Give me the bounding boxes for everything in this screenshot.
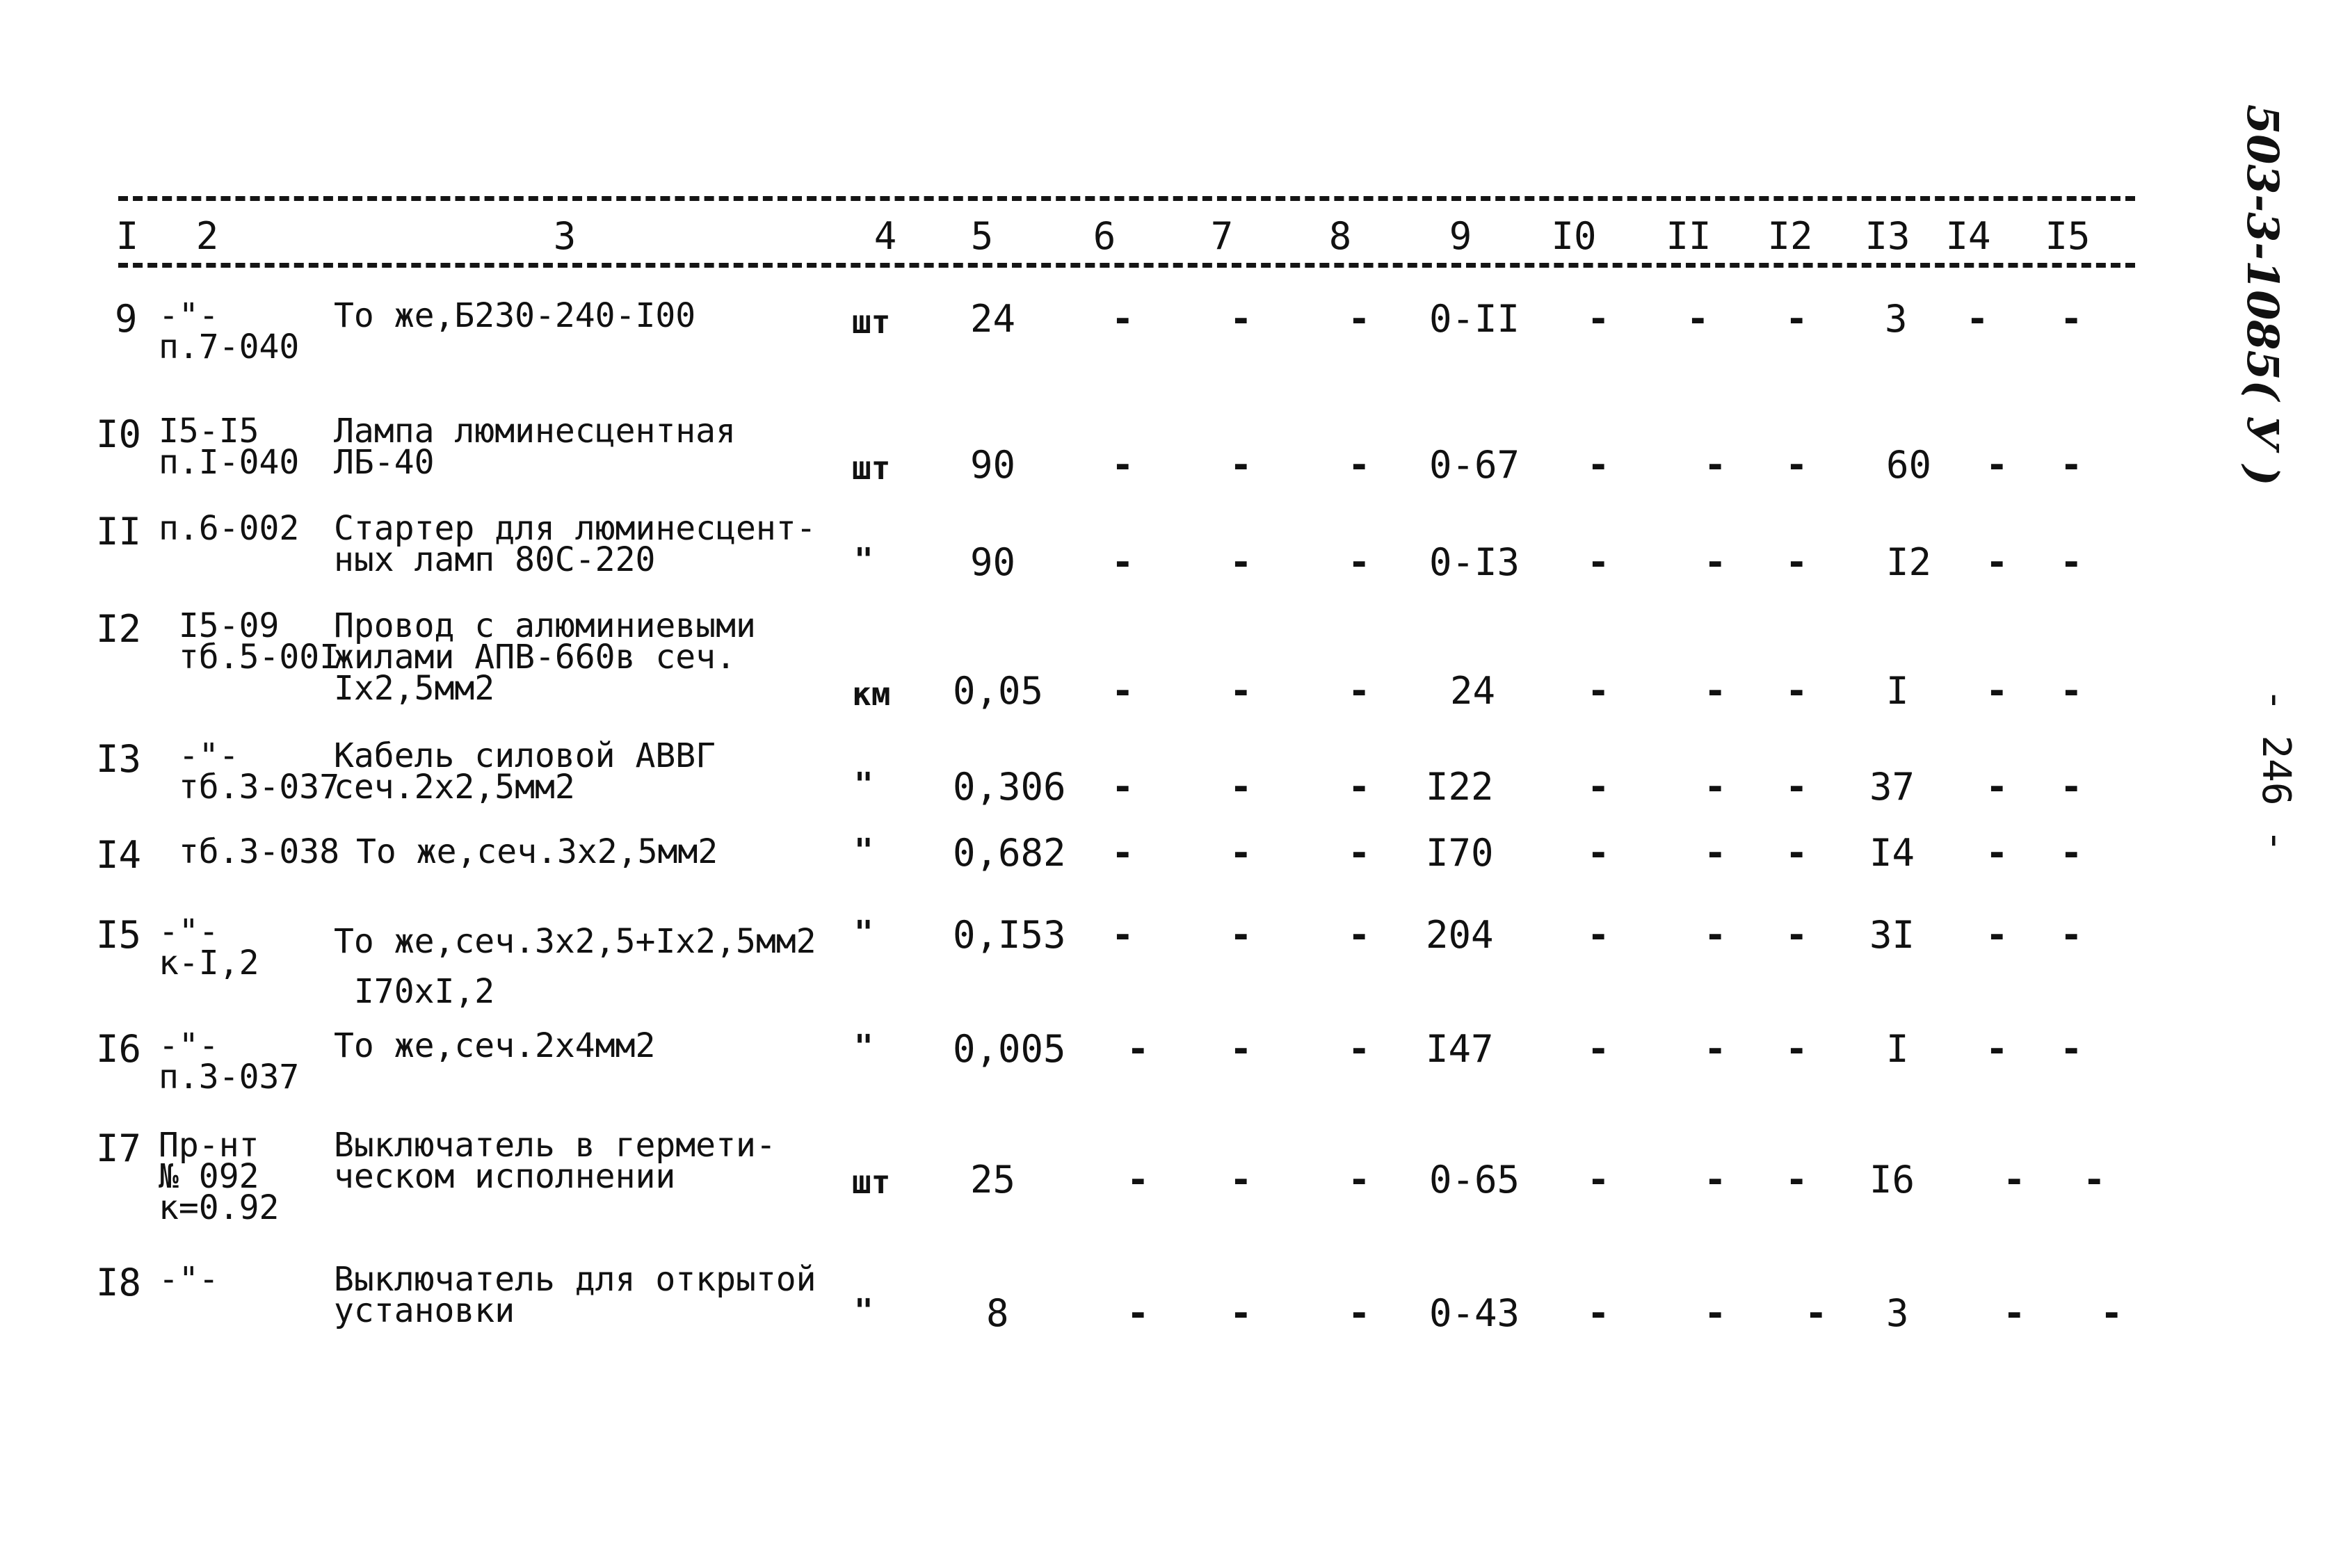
row-unit: ": [854, 1292, 874, 1329]
row-col-12: -: [1785, 765, 1808, 809]
row-name: Кабель силовой АВВГ сеч.2х2,5мм2: [334, 736, 716, 807]
row-col-11: -: [1704, 1291, 1727, 1335]
row-code: тб.3-038: [159, 832, 340, 871]
header-col-1: I: [115, 214, 139, 258]
header-bottom-rule: [118, 263, 2135, 268]
row-unit: ": [854, 766, 874, 803]
row-col-10: -: [1587, 1158, 1610, 1202]
row-col-8: -: [1348, 443, 1371, 487]
row-col-13: I: [1886, 669, 1909, 713]
header-col-3: 3: [553, 214, 577, 258]
row-col-15: -: [2060, 297, 2083, 341]
row-col-12: -: [1785, 831, 1808, 875]
row-unit: шт: [852, 449, 891, 487]
row-col-14: -: [1966, 297, 1989, 341]
row-col-5: 0,682: [953, 831, 1066, 875]
row-col-9: 0-65: [1429, 1158, 1520, 1202]
row-col-12: -: [1785, 443, 1808, 487]
row-col-13: I6: [1869, 1158, 1915, 1202]
row-unit: км: [852, 675, 891, 713]
row-col-6: -: [1127, 1158, 1150, 1202]
row-col-9: I22: [1426, 765, 1494, 809]
row-col-5: 24: [970, 297, 1016, 341]
row-number: I4: [96, 833, 142, 877]
row-code: -"- п.3-037: [159, 1026, 300, 1097]
row-col-5: 90: [970, 540, 1016, 584]
row-col-5: 0,05: [953, 669, 1044, 713]
row-col-5: 0,005: [953, 1027, 1066, 1071]
row-col-12: -: [1785, 1027, 1808, 1071]
row-number: I2: [96, 607, 142, 651]
row-col-13: 60: [1886, 443, 1932, 487]
row-col-5: 0,I53: [953, 913, 1066, 957]
row-col-11: -: [1704, 1158, 1727, 1202]
header-col-6: 6: [1093, 214, 1116, 258]
row-col-9: 204: [1426, 913, 1494, 957]
row-col-14: -: [1986, 669, 2009, 713]
row-col-6: -: [1111, 443, 1134, 487]
table-top-rule: [118, 196, 2135, 201]
row-name: То же,сеч.2х4мм2: [334, 1026, 656, 1065]
row-unit: шт: [852, 1163, 891, 1201]
row-col-15: -: [2100, 1291, 2123, 1335]
row-number: I8: [96, 1261, 142, 1304]
header-col-8: 8: [1328, 214, 1352, 258]
row-col-11: -: [1704, 913, 1727, 957]
row-col-7: -: [1230, 765, 1253, 809]
header-col-11: II: [1666, 214, 1712, 258]
row-number: I6: [96, 1027, 142, 1071]
row-col-5: 25: [970, 1158, 1016, 1202]
row-col-12: -: [1805, 1291, 1828, 1335]
row-code: п.6-002: [159, 509, 300, 548]
row-col-7: -: [1230, 1291, 1253, 1335]
row-code: -"-: [159, 1260, 219, 1299]
row-code: I5-I5 п.I-040: [159, 412, 300, 482]
row-col-15: -: [2060, 831, 2083, 875]
row-col-9: I47: [1426, 1027, 1494, 1071]
row-col-12: -: [1785, 1158, 1808, 1202]
row-col-6: -: [1111, 540, 1134, 584]
row-col-10: -: [1587, 297, 1610, 341]
row-col-11: -: [1704, 831, 1727, 875]
row-col-6: -: [1127, 1027, 1150, 1071]
row-name: То же,Б230-240-I00: [334, 296, 696, 335]
row-col-6: -: [1111, 765, 1134, 809]
row-col-8: -: [1348, 1158, 1371, 1202]
header-col-4: 4: [874, 214, 897, 258]
row-col-12: -: [1785, 297, 1808, 341]
row-col-12: -: [1785, 913, 1808, 957]
header-col-9: 9: [1449, 214, 1472, 258]
row-number: I7: [96, 1126, 142, 1170]
row-col-11: -: [1704, 669, 1727, 713]
row-number: 9: [115, 297, 138, 341]
row-name: Провод с алюминиевыми жилами АПВ-660в сеч. Iх2,5мм2: [334, 606, 756, 708]
row-col-8: -: [1348, 1291, 1371, 1335]
row-col-15: -: [2060, 913, 2083, 957]
row-col-13: 3I: [1869, 913, 1915, 957]
header-col-13: I3: [1865, 214, 1910, 258]
row-number: II: [96, 510, 142, 553]
header-col-10: I0: [1551, 214, 1597, 258]
row-code: -"- тб.3-037: [178, 736, 340, 807]
row-unit: ": [854, 832, 874, 869]
row-col-7: -: [1230, 297, 1253, 341]
row-col-5: 8: [986, 1291, 1009, 1335]
row-col-10: -: [1587, 1291, 1610, 1335]
row-col-8: -: [1348, 297, 1371, 341]
row-col-15: -: [2083, 1158, 2106, 1202]
row-name: То же,сеч.3х2,5+Iх2,5мм2 I70хI,2: [334, 922, 816, 1011]
row-col-7: -: [1230, 831, 1253, 875]
row-col-13: I4: [1869, 831, 1915, 875]
row-col-8: -: [1348, 765, 1371, 809]
row-col-5: 0,306: [953, 765, 1066, 809]
row-col-6: -: [1111, 669, 1134, 713]
row-col-8: -: [1348, 1027, 1371, 1071]
row-col-13: I2: [1886, 540, 1932, 584]
header-col-2: 2: [195, 214, 219, 258]
row-col-14: -: [2003, 1291, 2026, 1335]
row-col-6: -: [1111, 831, 1134, 875]
header-col-14: I4: [1945, 214, 1991, 258]
row-col-9: 24: [1450, 669, 1496, 713]
page-number: - 246 -: [2253, 688, 2299, 853]
row-col-14: -: [1986, 1027, 2009, 1071]
row-col-6: -: [1111, 297, 1134, 341]
row-col-15: -: [2060, 765, 2083, 809]
row-col-7: -: [1230, 443, 1253, 487]
row-col-14: -: [2003, 1158, 2026, 1202]
row-code: Пр-нт № 092 к=0.92: [159, 1126, 280, 1227]
row-col-10: -: [1587, 443, 1610, 487]
row-col-9: 0-43: [1429, 1291, 1520, 1335]
row-unit: ": [854, 914, 874, 951]
row-code: -"- п.7-040: [159, 296, 300, 366]
document-code: 503-3-1085( У ): [2237, 104, 2288, 486]
row-col-6: -: [1127, 1291, 1150, 1335]
row-col-11: -: [1687, 297, 1709, 341]
row-col-14: -: [1986, 540, 2009, 584]
row-col-13: I: [1886, 1027, 1909, 1071]
row-col-7: -: [1230, 540, 1253, 584]
row-col-8: -: [1348, 831, 1371, 875]
row-col-7: -: [1230, 1027, 1253, 1071]
row-col-10: -: [1587, 831, 1610, 875]
row-col-10: -: [1587, 669, 1610, 713]
row-col-14: -: [1986, 443, 2009, 487]
row-col-14: -: [1986, 913, 2009, 957]
header-col-7: 7: [1210, 214, 1234, 258]
row-col-9: I70: [1426, 831, 1494, 875]
row-col-11: -: [1704, 1027, 1727, 1071]
row-col-8: -: [1348, 669, 1371, 713]
row-col-8: -: [1348, 540, 1371, 584]
row-col-15: -: [2060, 669, 2083, 713]
row-col-6: -: [1111, 913, 1134, 957]
row-col-12: -: [1785, 540, 1808, 584]
row-col-13: 37: [1869, 765, 1915, 809]
row-name: То же,сеч.3х2,5мм2: [356, 832, 718, 871]
row-col-14: -: [1986, 765, 2009, 809]
row-unit: ": [854, 1028, 874, 1065]
row-col-14: -: [1986, 831, 2009, 875]
row-col-10: -: [1587, 1027, 1610, 1071]
row-number: I5: [96, 913, 142, 957]
row-col-15: -: [2060, 1027, 2083, 1071]
row-col-12: -: [1785, 669, 1808, 713]
row-col-10: -: [1587, 913, 1610, 957]
row-col-11: -: [1704, 765, 1727, 809]
row-col-7: -: [1230, 669, 1253, 713]
row-col-15: -: [2060, 540, 2083, 584]
row-col-8: -: [1348, 913, 1371, 957]
row-code: I5-09 тб.5-00I: [178, 606, 340, 677]
row-col-9: 0-67: [1429, 443, 1520, 487]
row-col-7: -: [1230, 913, 1253, 957]
row-code: -"- к-I,2: [159, 912, 259, 983]
row-col-10: -: [1587, 765, 1610, 809]
row-col-10: -: [1587, 540, 1610, 584]
row-name: Выключатель для открытой установки: [334, 1260, 816, 1330]
row-col-9: 0-II: [1429, 297, 1520, 341]
row-unit: шт: [852, 303, 891, 341]
row-number: I3: [96, 737, 142, 781]
header-col-5: 5: [970, 214, 994, 258]
header-col-12: I2: [1767, 214, 1813, 258]
header-col-15: I5: [2045, 214, 2091, 258]
row-name: Лампа люминесцентная ЛБ-40: [334, 412, 736, 482]
row-name: Выключатель в гермети- ческом исполнении: [334, 1126, 776, 1196]
row-name: Стартер для люминесцент- ных ламп 80С-220: [334, 509, 816, 579]
row-col-7: -: [1230, 1158, 1253, 1202]
row-col-11: -: [1704, 540, 1727, 584]
row-col-15: -: [2060, 443, 2083, 487]
row-col-11: -: [1704, 443, 1727, 487]
row-unit: ": [854, 541, 874, 579]
row-col-13: 3: [1885, 297, 1908, 341]
row-col-5: 90: [970, 443, 1016, 487]
row-col-9: 0-I3: [1429, 540, 1520, 584]
row-col-13: 3: [1886, 1291, 1909, 1335]
row-number: I0: [96, 412, 142, 456]
